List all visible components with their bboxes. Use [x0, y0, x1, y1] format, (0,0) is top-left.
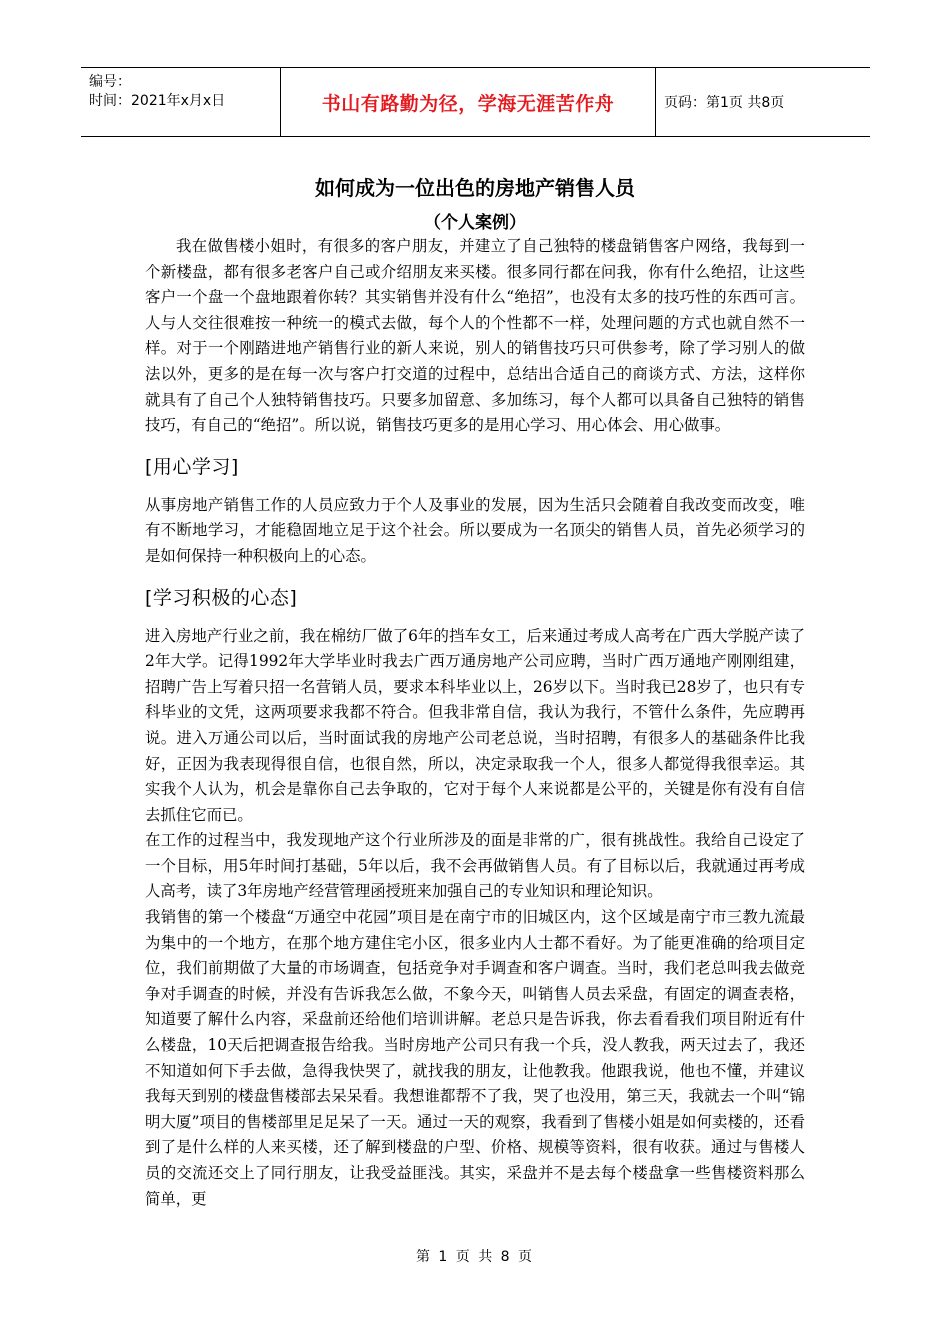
header-page-cell [656, 68, 870, 136]
header-date-label: 时间：2021年x月x日 [89, 93, 226, 109]
header-page-info: 页码：第1页 共8页 [664, 95, 785, 111]
section-heading-study: [用心学习] [145, 455, 239, 478]
document-body [145, 234, 805, 1212]
section-heading-attitude: [学习积极的心态] [145, 586, 298, 609]
document-title: 如何成为一位出色的房地产销售人员 [315, 176, 635, 200]
section2-paragraph-1: 进入房地产行业之前，我在棉纺厂做了6年的挡车女工，后来通过考成人高考在广西大学脱产读了2年大学。记得1992年大学毕业时我去广西万通房地产公司应聘，当时广西万通地产刚刚组建，招聘广告上写着只招一名营销人员，要求本科毕业以上，26岁以下。当时我已28岁了，也只有专科毕业的文凭，这两项要求我都不符合。但我非常自信，我认为我行，不管什么条件，先应聘再说。进入万通公司以后，当时面试我的房地产公司老总说，当时招聘，有很多人的基础条件比我好，正因为我表现得很自信，也很自然，所以，决定录取我一个人，很多人都觉得我很幸运。其实我个人认为，机会是靠你自己去争取的，它对于每个人来说都是公平的，关键是你有没有自信去抓住它而已。 [145, 626, 805, 824]
intro-paragraph: 我在做售楼小姐时，有很多的客户朋友，并建立了自己独特的楼盘销售客户网络，我每到一个新楼盘，都有很多老客户自己或介绍朋友来买楼。很多同行都在问我，你有什么绝招，让这些客户一个盘一个盘地跟着你转？其实销售并没有什么“绝招”，也没有太多的技巧性的东西可言。人与人交往很难按一种统一的模式去做，每个人的个性都不一样，处理问题的方式也就自然不一样。对于一个刚踏进地产销售行业的新人来说，别人的销售技巧只可供参考，除了学习别人的做法以外，更多的是在每一次与客户打交道的过程中，总结出合适自己的商谈方式、方法，这样你就具有了自己个人独特销售技巧。只要多加留意、多加练习，每个人都可以具备自己独特的销售技巧，有自己的“绝招”。所以说，销售技巧更多的是用心学习、用心体会、用心做事。 [145, 237, 805, 435]
section1-paragraph: 从事房地产销售工作的人员应致力于个人及事业的发展，因为生活只会随着自我改变而改变，唯有不断地学习，才能稳固地立足于这个社会。所以要成为一名顶尖的销售人员，首先必须学习的是如何保持一种积极向上的心态。 [145, 495, 805, 565]
header-number-label: 编号： [89, 74, 131, 90]
header-motto: 书山有路勤为径，学海无涯苦作舟 [321, 92, 615, 115]
section2-paragraph-3: 我销售的第一个楼盘“万通空中花园”项目是在南宁市的旧城区内，这个区域是南宁市三教九流最为集中的一个地方，在那个地方建住宅小区，很多业内人士都不看好。为了能更准确的给项目定位，我们前期做了大量的市场调查，包括竞争对手调查和客户调查。当时，我们老总叫我去做竞争对手调查的时候，并没有告诉我怎么做，不象今天，叫销售人员去采盘，有固定的调查表格，知道要了解什么内容，采盘前还给他们培训讲解。老总只是告诉我，你去看看我们项目附近有什么楼盘，10天后把调查报告给我。当时房地产公司只有我一个兵，没人教我，两天过去了，我还不知道如何下手去做，急得我快哭了，就找我的朋友，让他教我。他跟我说，他也不懂，并建议我每天到别的楼盘售楼部去呆呆看。我想谁都帮不了我，哭了也没用，第三天，我就去一个叫“锦明大厦”项目的售楼部里足足呆了一天。通过一天的观察，我看到了售楼小姐是如何卖楼的，还看到了是什么样的人来买楼，还了解到楼盘的户型、价格、规模等资料，很有收获。通过与售楼人员的交流还交上了同行朋友，让我受益匪浅。其实，采盘并不是去每个楼盘拿一些售楼资料那么简单，更 [145, 908, 805, 1208]
header-left-cell [81, 68, 281, 136]
header-table [81, 67, 870, 137]
section2-paragraph-2: 在工作的过程当中，我发现地产这个行业所涉及的面是非常的广，很有挑战性。我给自己设定了一个目标，用5年时间打基础，5年以后，我不会再做销售人员。有了目标以后，我就通过再考成人高考，读了3年房地产经营管理函授班来加强自己的专业知识和理论知识。 [145, 831, 805, 901]
header-motto-cell [281, 68, 656, 136]
page-footer: 第 1 页 共 8 页 [415, 1249, 535, 1265]
document-subtitle: （个人案例） [424, 213, 526, 233]
